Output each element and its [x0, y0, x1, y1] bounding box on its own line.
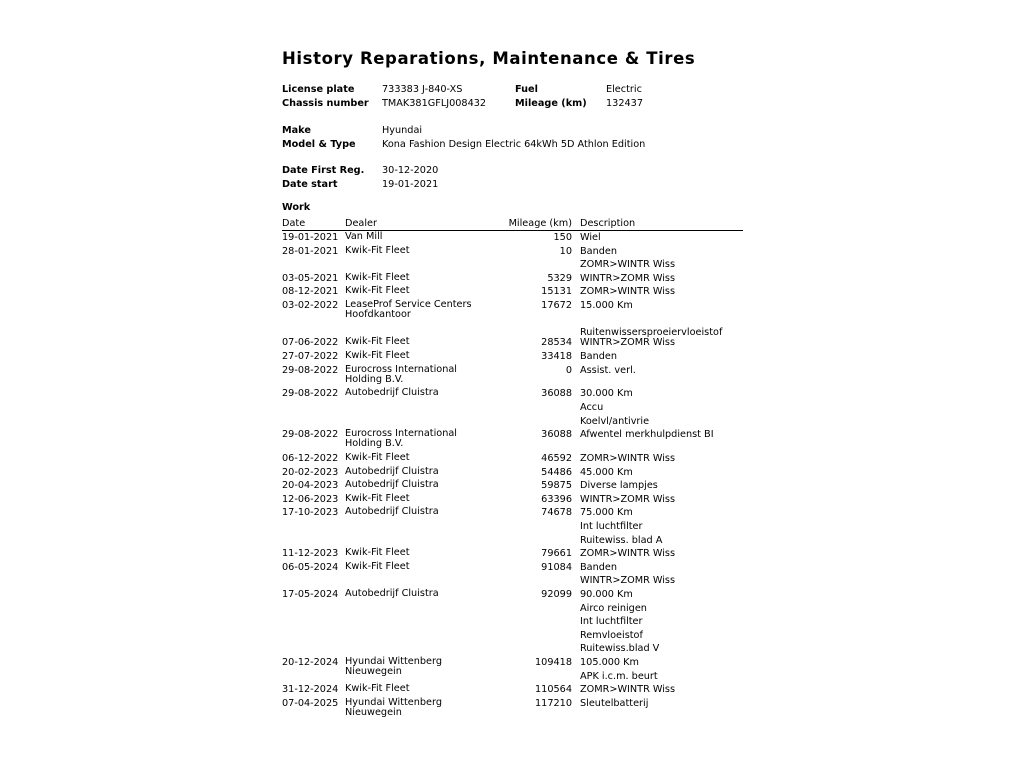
- row-date: 17-10-2023: [282, 507, 339, 519]
- column-mileage: Mileage (km): [508, 218, 572, 229]
- row-date: 06-12-2022: [282, 453, 339, 464]
- row-mileage: 36088: [541, 429, 572, 441]
- row-description: 105.000 Km: [580, 657, 639, 668]
- row-dealer: Autobedrijf Cluistra: [345, 479, 439, 491]
- table-row: [282, 416, 743, 428]
- row-date: 11-12-2023: [282, 548, 339, 560]
- row-mileage: 10: [559, 245, 572, 257]
- row-date: 08-12-2021: [282, 286, 339, 298]
- table-row: [282, 246, 743, 258]
- mileage-label: Mileage (km): [515, 98, 587, 109]
- row-description: Koelvl/antivrie: [580, 415, 650, 427]
- row-description: Diverse lampjes: [580, 480, 658, 492]
- row-description: 15.000 Km: [580, 300, 633, 311]
- table-row: [282, 671, 743, 683]
- column-dealer: Dealer: [345, 218, 377, 229]
- row-mileage: 5329: [547, 272, 572, 284]
- row-description: Airco reinigen: [580, 602, 647, 614]
- row-mileage: 0: [565, 364, 572, 376]
- model-label: Model & Type: [282, 139, 356, 150]
- table-row: [282, 630, 743, 642]
- row-description: WINTR>ZOMR Wiss: [580, 337, 676, 349]
- table-row: [282, 696, 743, 718]
- row-description: 30.000 Km: [580, 388, 633, 400]
- row-description: Ruitewiss.blad V: [580, 643, 660, 655]
- row-dealer: Kwik-Fit Fleet: [345, 350, 410, 361]
- row-date: 20-02-2023: [282, 466, 339, 478]
- row-date: 17-05-2024: [282, 589, 339, 600]
- row-mileage: 15131: [541, 286, 572, 298]
- table-row: [282, 337, 743, 349]
- row-description: Banden: [580, 351, 617, 362]
- row-date: 07-04-2025: [282, 697, 339, 709]
- row-description: 45.000 Km: [580, 466, 633, 478]
- date-start-value: 19-01-2021: [382, 179, 439, 190]
- row-dealer: Kwik-Fit Fleet: [345, 336, 410, 348]
- date-start-label: Date start: [282, 179, 338, 190]
- row-date: 19-01-2021: [282, 232, 339, 243]
- row-mileage: 109418: [535, 657, 572, 668]
- table-row: [282, 616, 743, 628]
- table-row: [282, 494, 743, 506]
- row-dealer: Kwik-Fit Fleet: [345, 285, 410, 297]
- row-date: 29-08-2022: [282, 388, 339, 400]
- fuel-label: Fuel: [515, 84, 538, 95]
- row-date: 31-12-2024: [282, 684, 339, 696]
- row-mileage: 63396: [541, 493, 572, 505]
- row-description: Sleutelbatterij: [580, 697, 649, 709]
- table-row: [282, 467, 743, 479]
- license-plate-value: 733383 J-840-XS: [382, 84, 463, 95]
- table-row: [282, 603, 743, 615]
- row-description: ZOMR>WINTR Wiss: [580, 684, 676, 696]
- row-date: 06-05-2024: [282, 561, 339, 573]
- row-dealer: Autobedrijf Cluistra: [345, 506, 439, 518]
- table-row: [282, 643, 743, 655]
- row-date: 12-06-2023: [282, 493, 339, 505]
- row-description: Ruitewiss. blad A: [580, 534, 663, 546]
- row-description: 75.000 Km: [580, 507, 633, 519]
- mileage-value: 132437: [606, 98, 643, 109]
- fuel-value: Electric: [606, 84, 642, 95]
- table-row: [282, 428, 743, 450]
- row-description: WINTR>ZOMR Wiss: [580, 493, 676, 505]
- table-row: [282, 388, 743, 400]
- table-row: [282, 535, 743, 547]
- row-description: ZOMR>WINTR Wiss: [580, 259, 676, 271]
- row-mileage: 92099: [541, 589, 572, 600]
- row-description: Banden: [580, 245, 617, 257]
- chassis-label: Chassis number: [282, 98, 369, 109]
- table-row: [282, 402, 743, 414]
- row-mileage: 117210: [535, 697, 572, 709]
- row-dealer: Kwik-Fit Fleet: [345, 547, 410, 559]
- table-row: [282, 363, 743, 385]
- row-description: Int luchtfilter: [580, 616, 643, 628]
- row-mileage: 59875: [541, 480, 572, 492]
- first-reg-label: Date First Reg.: [282, 165, 365, 176]
- page-title: History Reparations, Maintenance & Tires: [282, 49, 696, 68]
- row-description: WINTR>ZOMR Wiss: [580, 272, 676, 284]
- row-description: APK i.c.m. beurt: [580, 670, 658, 682]
- table-row: [282, 521, 743, 533]
- row-description: Assist. verl.: [580, 364, 636, 376]
- table-row: [282, 453, 743, 465]
- row-date: 20-04-2023: [282, 480, 339, 492]
- row-date: 20-12-2024: [282, 657, 339, 668]
- chassis-value: TMAK381GFLJ008432: [382, 98, 487, 109]
- row-mileage: 74678: [541, 507, 572, 519]
- table-row: [282, 273, 743, 285]
- row-mileage: 36088: [541, 388, 572, 400]
- row-dealer: Van Mill: [345, 231, 383, 242]
- table-row: [282, 548, 743, 560]
- row-date: 29-08-2022: [282, 364, 339, 376]
- row-mileage: 54486: [541, 466, 572, 478]
- table-row: [282, 299, 743, 320]
- row-dealer: Autobedrijf Cluistra: [345, 387, 439, 399]
- row-mileage: 110564: [535, 684, 572, 696]
- row-dealer: Kwik-Fit Fleet: [345, 492, 410, 504]
- table-row: [282, 351, 743, 363]
- row-mileage: 28534: [541, 337, 572, 349]
- row-mileage: 79661: [541, 548, 572, 560]
- table-row: [282, 562, 743, 574]
- table-row: [282, 286, 743, 298]
- row-description: ZOMR>WINTR Wiss: [580, 548, 676, 560]
- make-value: Hyundai: [382, 125, 423, 136]
- row-date: 28-01-2021: [282, 245, 339, 257]
- table-row: [282, 232, 743, 244]
- row-description: Accu: [580, 402, 604, 413]
- column-description: Description: [580, 218, 636, 229]
- row-dealer: Autobedrijf Cluistra: [345, 588, 439, 599]
- row-mileage: 91084: [541, 561, 572, 573]
- row-description: WINTR>ZOMR Wiss: [580, 575, 676, 587]
- row-dealer: Kwik-Fit Fleet: [345, 560, 410, 572]
- table-row: [282, 684, 743, 696]
- table-row: [282, 259, 743, 271]
- row-description: Wiel: [580, 232, 601, 243]
- row-dealer: Autobedrijf Cluistra: [345, 465, 439, 477]
- first-reg-value: 30-12-2020: [382, 165, 439, 176]
- row-description: ZOMR>WINTR Wiss: [580, 286, 676, 298]
- row-description: 90.000 Km: [580, 589, 633, 600]
- row-dealer: Eurocross International Holding B.V.: [345, 428, 457, 450]
- row-date: 29-08-2022: [282, 429, 339, 441]
- row-description: Int luchtfilter: [580, 521, 643, 532]
- table-row: [282, 480, 743, 492]
- row-date: 03-05-2021: [282, 272, 339, 284]
- license-plate-label: License plate: [282, 84, 355, 95]
- column-date: Date: [282, 218, 306, 229]
- row-date: 07-06-2022: [282, 337, 339, 349]
- make-label: Make: [282, 125, 311, 136]
- row-dealer: Kwik-Fit Fleet: [345, 683, 410, 695]
- row-date: 27-07-2022: [282, 351, 339, 362]
- row-mileage: 17672: [541, 300, 572, 311]
- model-value: Kona Fashion Design Electric 64kWh 5D Athlon Edition: [382, 139, 646, 150]
- row-dealer: Kwik-Fit Fleet: [345, 271, 410, 283]
- row-date: 03-02-2022: [282, 300, 339, 311]
- row-dealer: Hyundai Wittenberg Nieuwegein: [345, 696, 442, 718]
- row-description: Afwentel merkhulpdienst BI: [580, 429, 714, 441]
- row-dealer: Eurocross International Holding B.V.: [345, 363, 457, 385]
- row-description: Ruitenwissersproeiervloeistof: [580, 327, 723, 339]
- work-heading: Work: [282, 202, 311, 213]
- row-dealer: Hyundai Wittenberg Nieuwegein: [345, 656, 442, 677]
- row-dealer: Kwik-Fit Fleet: [345, 452, 410, 463]
- row-dealer: LeaseProf Service Centers Hoofdkantoor: [345, 299, 472, 320]
- row-description: Banden: [580, 561, 617, 573]
- row-description: ZOMR>WINTR Wiss: [580, 453, 676, 464]
- work-table-header: [282, 218, 743, 231]
- row-mileage: 33418: [541, 351, 572, 362]
- table-row: [282, 507, 743, 519]
- row-mileage: 150: [553, 232, 572, 243]
- table-row: [282, 575, 743, 587]
- row-mileage: 46592: [541, 453, 572, 464]
- table-row: [282, 589, 743, 601]
- row-dealer: Kwik-Fit Fleet: [345, 244, 410, 256]
- row-description: Remvloeistof: [580, 629, 643, 641]
